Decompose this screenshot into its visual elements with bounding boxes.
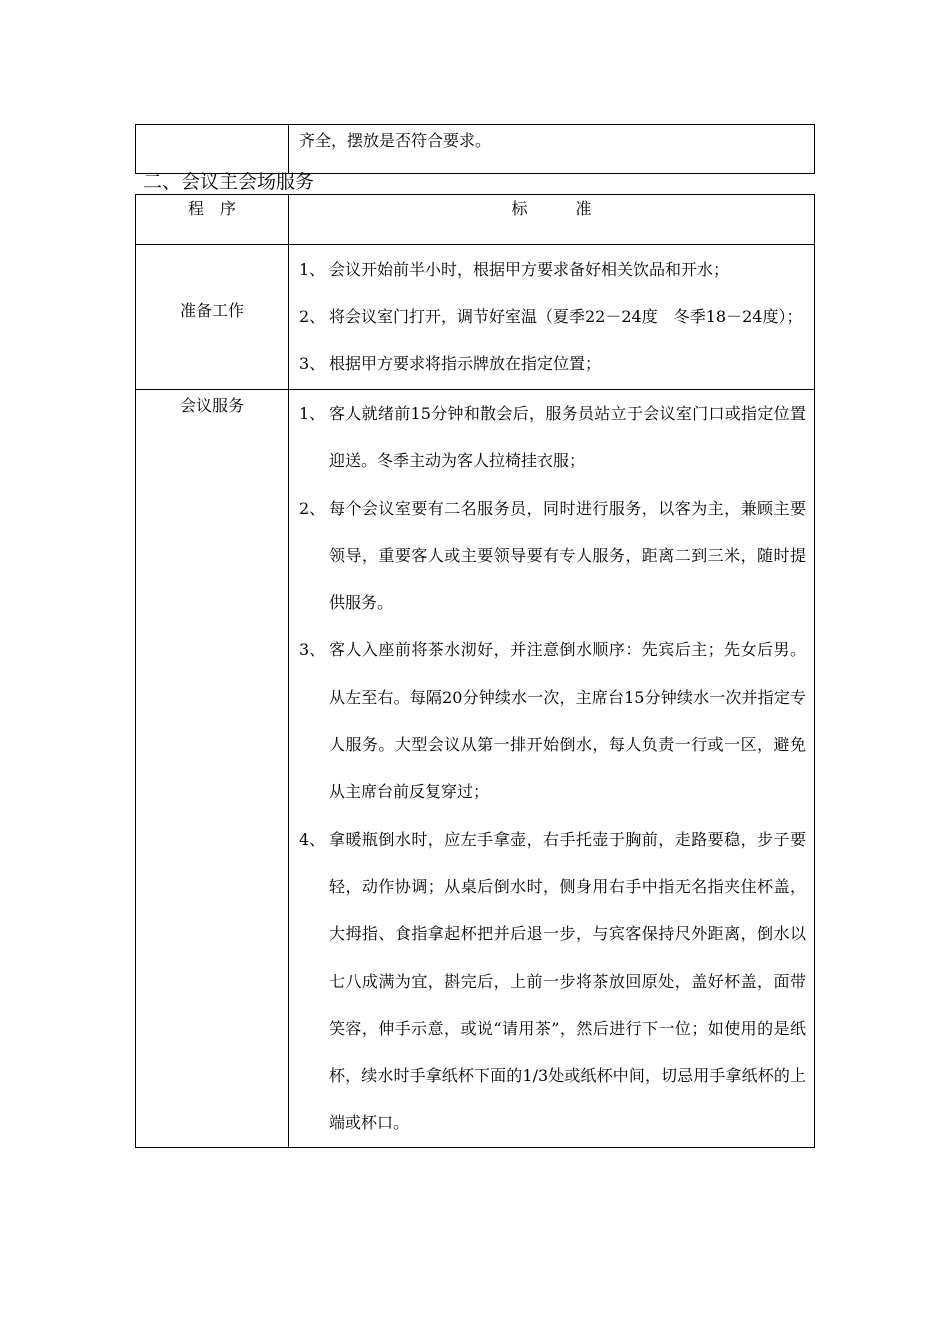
header-standard: 标 准 [289, 195, 815, 245]
table-row [136, 245, 815, 390]
section-heading: 二、会议主会场服务 [143, 171, 315, 193]
list-item [299, 485, 806, 627]
standard-cell-meeting-service [289, 390, 815, 1148]
procedure-cell-meeting-service: 会议服务 [136, 390, 289, 1148]
item-number: 2、 [299, 307, 326, 326]
procedure-cell-preparation: 准备工作 [136, 245, 289, 390]
item-text: 客人就绪前15分钟和散会后，服务员站立于会议室门口或指定位置迎送。冬季主动为客人拉椅挂衣服； [329, 404, 806, 471]
list-item [299, 390, 806, 485]
item-text: 客人入座前将茶水沏好，并注意倒水顺序：先宾后主；先女后男。从左至右。每隔20分钟续水一次，主席台15分钟续水一次并指定专人服务。大型会议从第一排开始倒水，每人负责一行或一区，避免从主席台前反复穿过； [329, 640, 806, 802]
item-number: 2、 [299, 498, 326, 518]
list-item [299, 246, 806, 293]
item-text: 将会议室门打开，调节好室温（夏季22－24度 冬季18－24度）； [329, 307, 803, 326]
table-cell-continued-text: 齐全，摆放是否符合要求。 [289, 125, 815, 174]
item-number: 1、 [299, 260, 326, 279]
item-number: 4、 [299, 829, 326, 849]
item-text: 拿暖瓶倒水时，应左手拿壶，右手托壶于胸前，走路要稳，步子要轻，动作协调；从桌后倒水时，侧身用右手中指无名指夹住杯盖，大拇指、食指拿起杯把并后退一步，与宾客保持尺外距离，倒水以七八成满为宜，斟完后，上前一步将茶放回原处，盖好杯盖，面带笑容，伸手示意，或说“请用茶”，然后进行下一位；如使用的是纸杯，续水时手拿纸杯下面的1/3处或纸杯中间，切忌用手拿纸杯的上端或杯口。 [329, 829, 806, 1133]
preparation-list [299, 245, 806, 389]
list-item [299, 293, 806, 340]
service-standards-table [135, 194, 815, 1148]
table-row [136, 125, 815, 174]
item-text: 根据甲方要求将指示牌放在指定位置； [329, 354, 602, 373]
table-header-row [136, 195, 815, 245]
meeting-service-list [299, 390, 806, 1147]
standard-cell-preparation [289, 245, 815, 390]
table-row [136, 390, 815, 1148]
list-item [299, 816, 806, 1147]
item-number: 3、 [299, 640, 326, 660]
item-text: 每个会议室要有二名服务员，同时进行服务，以客为主，兼顾主要领导，重要客人或主要领导要有专人服务，距离二到三米，随时提供服务。 [329, 498, 806, 613]
item-number: 1、 [299, 404, 326, 423]
continued-table [135, 124, 815, 174]
item-number: 3、 [299, 354, 326, 373]
list-item [299, 626, 806, 815]
table-cell-empty [136, 125, 289, 174]
item-text: 会议开始前半小时，根据甲方要求备好相关饮品和开水； [329, 260, 730, 279]
list-item [299, 340, 806, 387]
header-procedure: 程 序 [136, 195, 289, 245]
